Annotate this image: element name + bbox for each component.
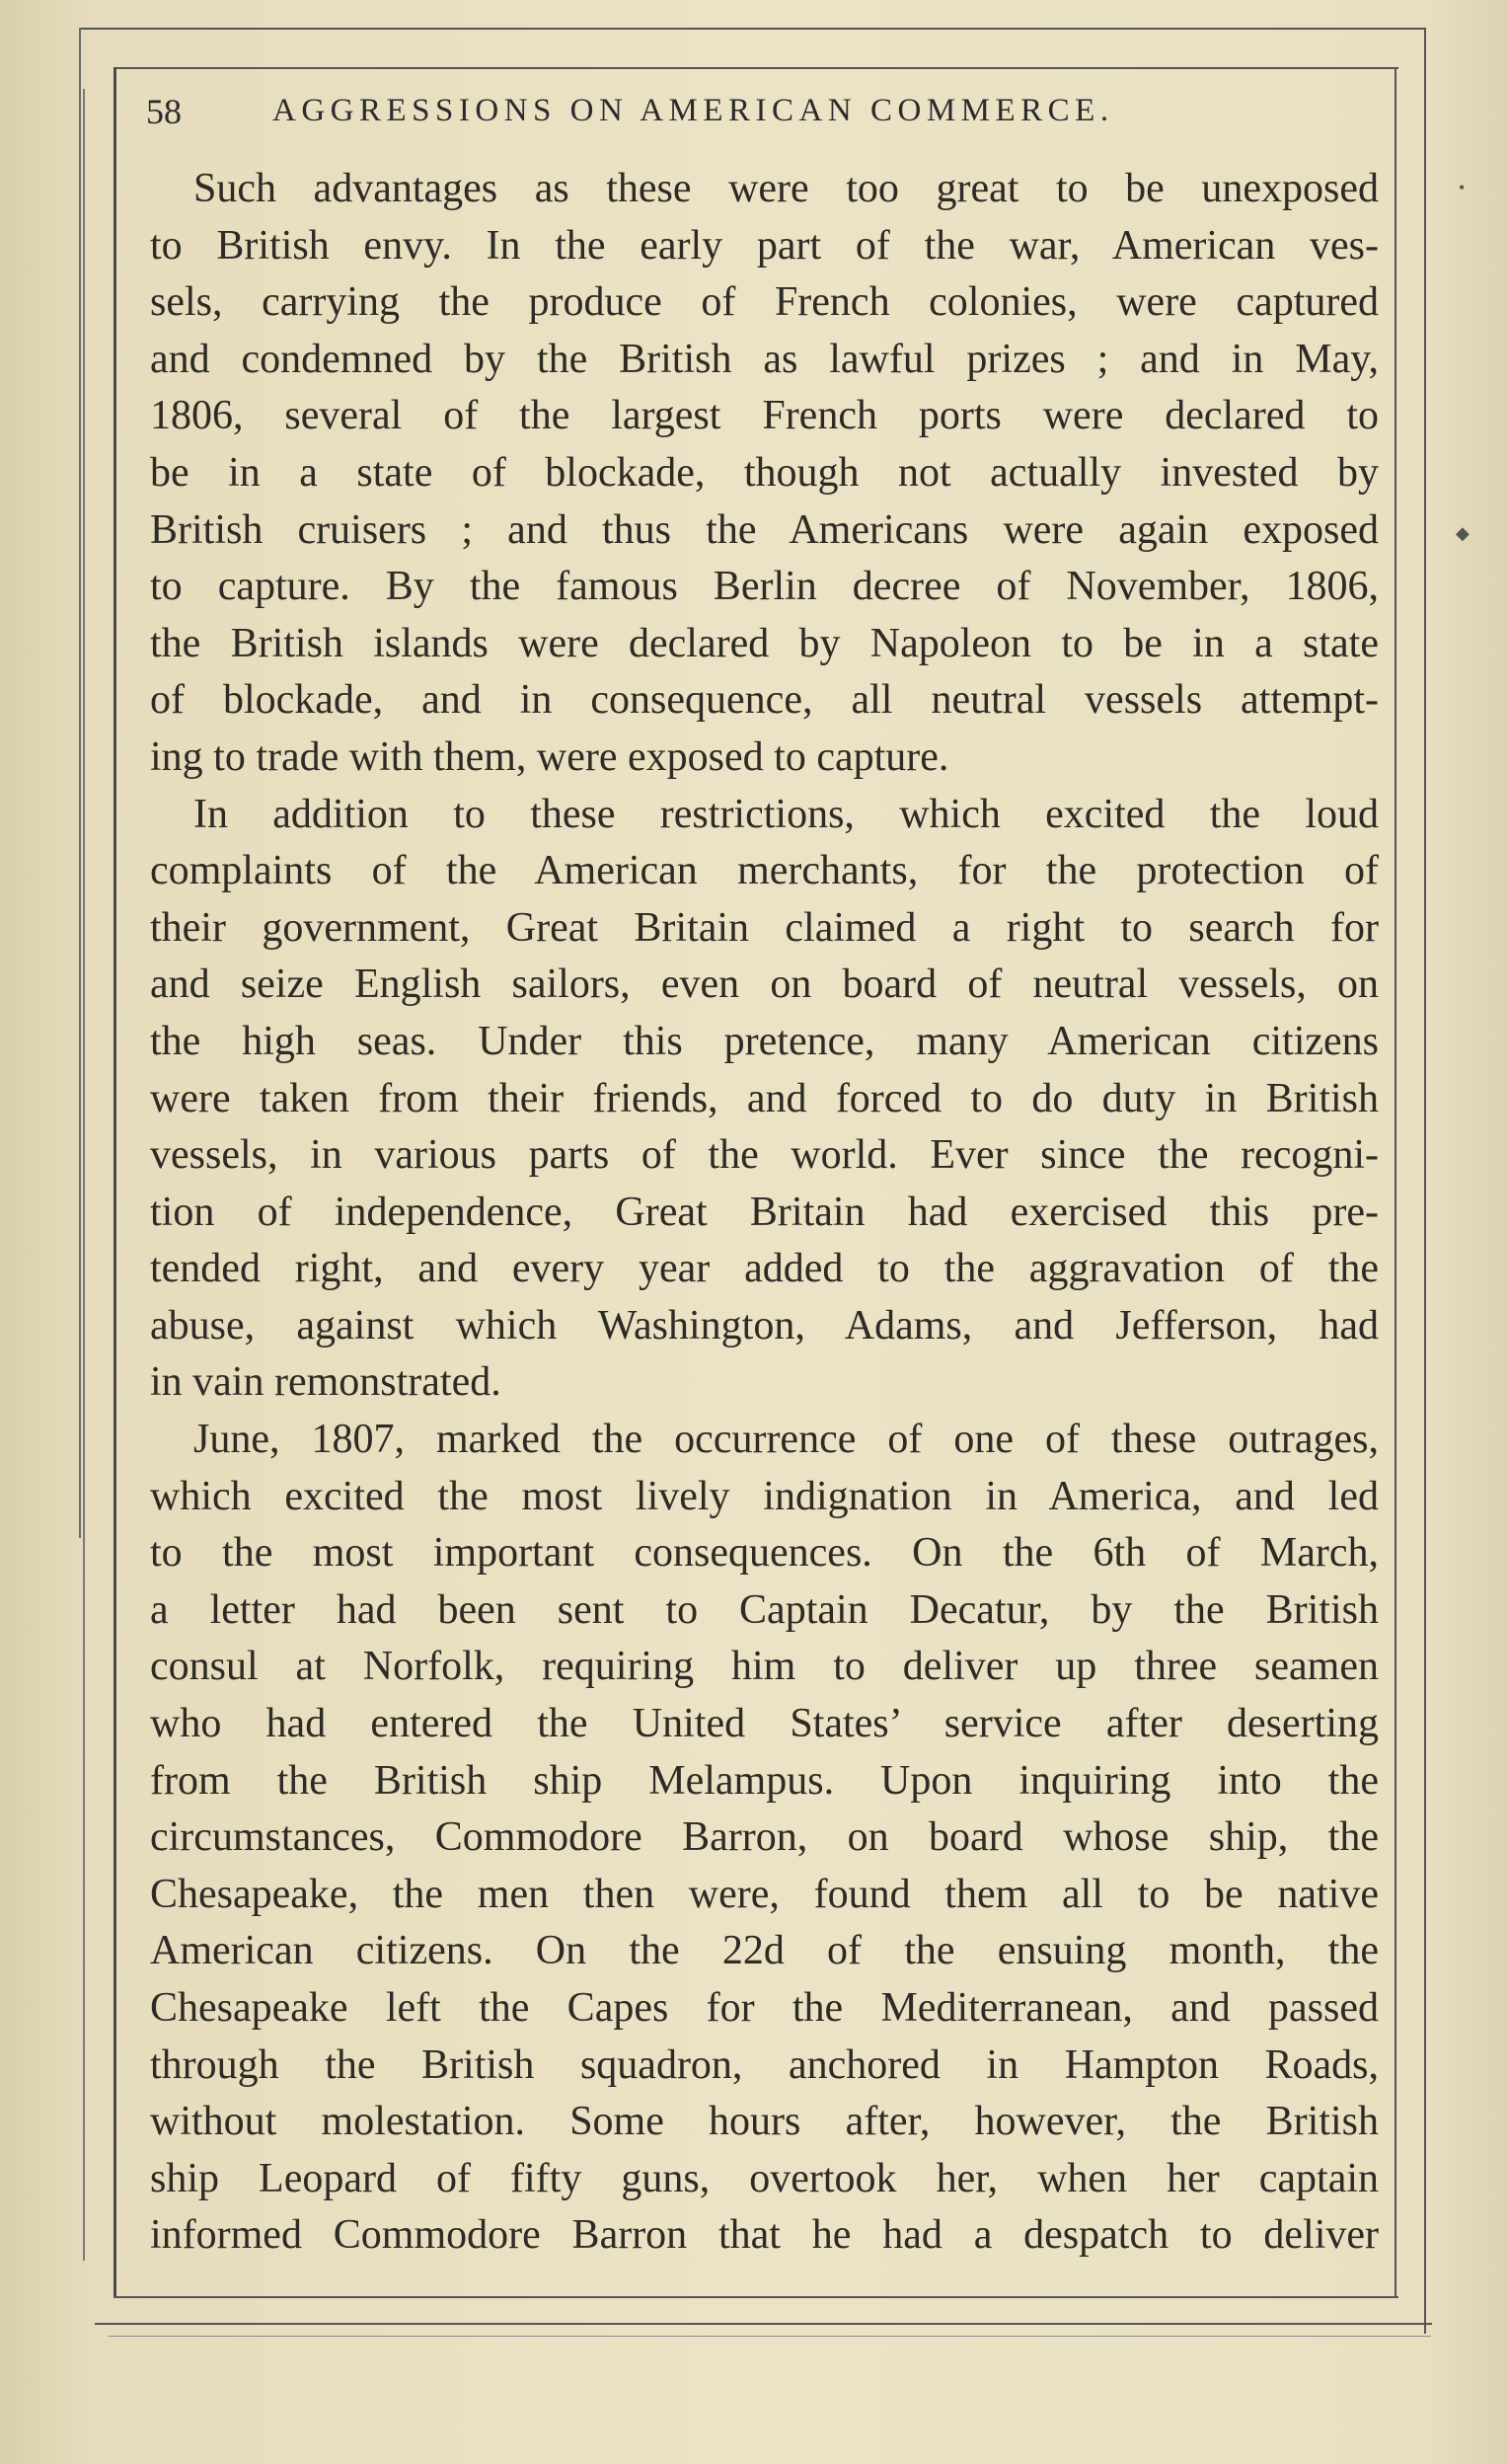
text-line: tended right, and every year added to the aggravation of the <box>150 1246 1379 1292</box>
text-line: were taken from their friends, and forced to do duty in British <box>150 1075 1379 1121</box>
text-line: ship Leopard of fifty guns, overtook her, when her captain <box>150 2155 1379 2201</box>
text-line: consul at Norfolk, requiring him to deliver up three seamen <box>150 1644 1379 1690</box>
text-line: complaints of the American merchants, for the protection of <box>150 848 1379 894</box>
text-line: and condemned by the British as lawful prizes ; and in May, <box>150 336 1379 382</box>
margin-mark: • <box>1459 178 1466 197</box>
outer-rule-bottom <box>95 2323 1432 2325</box>
text-line: to British envy. In the early part of the war, American ves- <box>150 222 1379 269</box>
text-line: to capture. By the famous Berlin decree of November, 1806, <box>150 564 1379 610</box>
margin-mark: ◆ <box>1456 523 1470 543</box>
text-line: a letter had been sent to Captain Decatur, by the British <box>150 1586 1379 1633</box>
paragraph <box>150 787 1379 1413</box>
text-line: vessels, in various parts of the world. Ever since the recogni- <box>150 1132 1379 1179</box>
text-line: who had entered the United States’ service after deserting <box>150 1701 1379 1747</box>
text-line: abuse, against which Washington, Adams, and Jefferson, had <box>150 1302 1379 1348</box>
inner-rule-left <box>113 67 116 2298</box>
text-line: the high seas. Under this pretence, many American citizens <box>150 1018 1379 1064</box>
outer-rule-top <box>79 28 1426 30</box>
text-line: Such advantages as these were too great to be unexposed <box>193 166 1379 211</box>
outer-rule-left <box>79 28 81 1538</box>
text-line: of blockade, and in consequence, all neutral vessels attempt- <box>150 677 1379 724</box>
outer-rule-right <box>1424 28 1426 2334</box>
text-line: which excited the most lively indignation in America, and led <box>150 1473 1379 1519</box>
text-line: ing to trade with them, were exposed to capture. <box>150 733 949 780</box>
left-margin-rule <box>83 89 85 2261</box>
inner-rule-bottom <box>113 2296 1398 2298</box>
text-line: be in a state of blockade, though not actually invested by <box>150 449 1379 496</box>
text-line: In addition to these restrictions, which excited the loud <box>193 791 1379 837</box>
text-line: without molestation. Some hours after, however, the British <box>150 2099 1379 2145</box>
outer-rule-bottom-thin <box>109 2336 1431 2337</box>
text-line: June, 1807, marked the occurrence of one of these outrages, <box>193 1417 1379 1463</box>
text-line: sels, carrying the produce of French colonies, were captured <box>150 279 1379 326</box>
page-number: 58 <box>146 92 182 131</box>
running-head: AGGRESSIONS ON AMERICAN COMMERCE. <box>272 93 1114 128</box>
inner-rule-top <box>113 67 1398 69</box>
text-line: from the British ship Melampus. Upon inquiring into the <box>150 1757 1379 1804</box>
text-line: through the British squadron, anchored in Hampton Roads, <box>150 2041 1379 2088</box>
paragraph <box>150 161 1379 787</box>
text-line: in vain remonstrated. <box>150 1359 501 1406</box>
text-line: their government, Great Britain claimed a right to search for <box>150 904 1379 951</box>
text-line: 1806, several of the largest French ports were declared to <box>150 393 1379 439</box>
page-header <box>146 91 1360 140</box>
body-text <box>150 161 1379 2265</box>
text-line: circumstances, Commodore Barron, on board whose ship, the <box>150 1814 1379 1861</box>
text-line: informed Commodore Barron that he had a despatch to deliver <box>150 2212 1379 2259</box>
text-line: British cruisers ; and thus the Americans were again exposed <box>150 506 1379 553</box>
paragraph <box>150 1412 1379 2265</box>
text-line: tion of independence, Great Britain had exercised this pre- <box>150 1189 1379 1235</box>
text-line: to the most important consequences. On the 6th of March, <box>150 1530 1379 1577</box>
text-line: American citizens. On the 22d of the ensuing month, the <box>150 1928 1379 1974</box>
inner-rule-right <box>1395 67 1396 2298</box>
text-line: Chesapeake, the men then were, found them all to be native <box>150 1871 1379 1917</box>
text-line: and seize English sailors, even on board of neutral vessels, on <box>150 962 1379 1008</box>
text-line: Chesapeake left the Capes for the Mediterranean, and passed <box>150 1985 1379 2031</box>
text-line: the British islands were declared by Napoleon to be in a state <box>150 620 1379 666</box>
